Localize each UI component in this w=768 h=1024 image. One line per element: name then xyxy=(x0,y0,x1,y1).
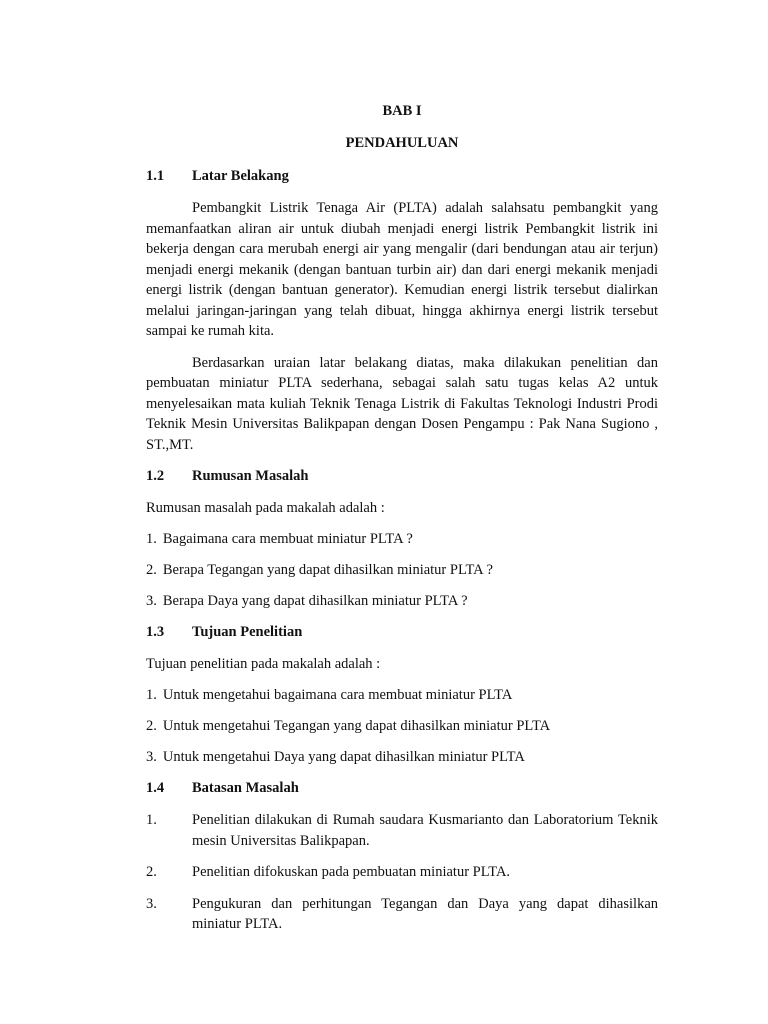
list-item xyxy=(146,747,658,767)
list-text: Untuk mengetahui bagaimana cara membuat miniatur PLTA xyxy=(162,687,513,703)
list-number: 1. xyxy=(146,687,157,703)
chapter-number: BAB I xyxy=(382,103,422,119)
list-text: Untuk mengetahui Daya yang dapat dihasilkan miniatur PLTA xyxy=(162,749,525,765)
list-text: Berapa Tegangan yang dapat dihasilkan miniatur PLTA ? xyxy=(162,562,493,578)
list-number: 3. xyxy=(146,895,157,912)
list-item xyxy=(146,685,658,705)
list-number: 1. xyxy=(146,531,157,547)
list-number: 2. xyxy=(146,562,157,578)
section-number: 1.3 xyxy=(146,624,165,640)
list-number: 3. xyxy=(146,593,157,609)
list-text: Pengukuran dan perhitungan Tegangan dan Daya yang dapat dihasilkan miniatur PLTA. xyxy=(192,895,658,932)
list-item xyxy=(146,529,658,549)
list-item xyxy=(146,810,658,851)
list-item xyxy=(146,716,658,736)
section-title: Latar Belakang xyxy=(192,168,289,184)
list-item xyxy=(146,560,658,580)
section-heading-tujuan-penelitian xyxy=(146,622,658,642)
objective-intro: Tujuan penelitian pada makalah adalah : xyxy=(146,656,381,672)
section-title: Tujuan Penelitian xyxy=(192,624,303,640)
list-number: 2. xyxy=(146,718,157,734)
list-number: 2. xyxy=(146,864,157,880)
section-title: Batasan Masalah xyxy=(192,780,299,796)
background-paragraph-1: Pembangkit Listrik Tenaga Air (PLTA) adalah salahsatu pembangkit yang memanfaatkan aliran air untuk diubah menjadi energi listrik Pembangkit listrik ini bekerja dengan cara merubah energi air yang mengalir (dari bendungan atau air terjun) menjadi energi mekanik (dengan bantuan turbin air) dan dari energi mekanik menjadi energi listrik (dengan bantuan generator). Kemudian energi listrik tersebut dialirkan melalui jaringan-jaringan yang telah dibuat, hingga akhirnya energi listrik tersebut sampai ke rumah kita. xyxy=(146,200,658,339)
section-number: 1.4 xyxy=(146,780,165,796)
list-item xyxy=(146,591,658,611)
list-text: Bagaimana cara membuat miniatur PLTA ? xyxy=(162,531,413,547)
list-text: Penelitian dilakukan di Rumah saudara Kusmarianto dan Laboratorium Teknik mesin Universitas Balikpapan. xyxy=(192,812,658,849)
section-heading-batasan-masalah xyxy=(146,778,658,798)
background-paragraph-2: Berdasarkan uraian latar belakang diatas, maka dilakukan penelitian dan pembuatan miniatur PLTA sederhana, sebagai salah satu tugas kelas A2 untuk menyelesaikan mata kuliah Teknik Tenaga Listrik di Fakultas Teknologi Industri Prodi Teknik Mesin Universitas Balikpapan dengan Dosen Pengampu : Pak Nana Sugiono , ST.,MT. xyxy=(146,354,658,453)
document-page xyxy=(146,103,658,946)
section-number: 1.2 xyxy=(146,468,165,484)
chapter-title: PENDAHULUAN xyxy=(345,135,459,151)
problem-intro: Rumusan masalah pada makalah adalah : xyxy=(146,500,385,516)
list-number: 1. xyxy=(146,812,157,828)
list-number: 3. xyxy=(146,749,157,765)
section-heading-rumusan-masalah xyxy=(146,466,658,486)
section-heading-latar-belakang xyxy=(146,166,658,186)
section-title: Rumusan Masalah xyxy=(192,468,309,484)
list-item xyxy=(146,862,658,883)
section-number: 1.1 xyxy=(146,168,165,184)
list-text: Untuk mengetahui Tegangan yang dapat dihasilkan miniatur PLTA xyxy=(162,718,551,734)
list-item xyxy=(146,894,658,935)
list-text: Berapa Daya yang dapat dihasilkan miniatur PLTA ? xyxy=(162,593,468,609)
list-text: Penelitian difokuskan pada pembuatan miniatur PLTA. xyxy=(192,864,511,880)
